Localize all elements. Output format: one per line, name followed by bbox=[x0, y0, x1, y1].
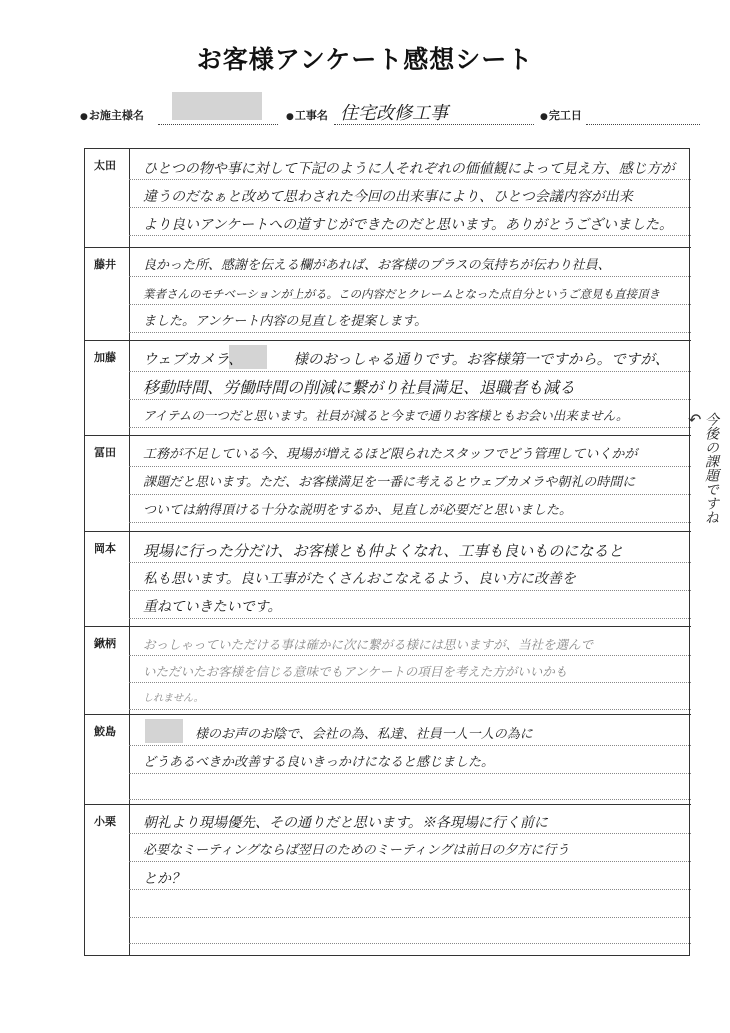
comment-line: どうあるべきか改善する良いきっかけになると感じました。 bbox=[143, 755, 495, 770]
comment-line: 様のお声のお陰で、会社の為、私達、社員一人一人の為に bbox=[143, 727, 533, 742]
comment-section bbox=[85, 804, 691, 957]
completion-label: ● 完工日 bbox=[540, 107, 582, 123]
comment-section bbox=[85, 626, 691, 714]
comment-line: 重ねていきたいです。 bbox=[143, 599, 282, 615]
page-title: お客様アンケート感想シート bbox=[196, 45, 534, 74]
comment-line: 違うのだなぁと改めて思わされた今回の出来事により、ひとつ会議内容が出来 bbox=[143, 189, 633, 205]
reviewer-name: 藤井 bbox=[94, 258, 116, 271]
comment-line: とか？ bbox=[143, 871, 185, 887]
comment-section bbox=[85, 149, 691, 247]
comment-line: ました。アンケート内容の見直しを提案します。 bbox=[143, 314, 428, 329]
construction-value: 住宅改修工事 bbox=[340, 103, 448, 124]
margin-note: 今後の課題ですね bbox=[703, 412, 719, 524]
client-label: ● お施主様名 bbox=[80, 107, 144, 123]
comment-section bbox=[85, 247, 691, 340]
comment-line: 現場に行った分だけ、お客様とも仲よくなれ、工事も良いものになると bbox=[143, 542, 624, 560]
comment-line: 移動時間、労働時間の削減に繋がり社員満足、退職者も減る bbox=[143, 378, 576, 397]
comment-line: 私も思います。良い工事がたくさんおこなえるよう、良い方に改善を bbox=[143, 571, 576, 587]
comment-line: アイテムの一つだと思います。社員が減ると今まで通りお客様ともお会い出来ません。 bbox=[143, 408, 629, 423]
comment-section bbox=[85, 714, 691, 804]
comment-line: おっしゃっていただける事は確かに次に繋がる様には思いますが、当社を選んで bbox=[143, 637, 594, 652]
reviewer-name: 鍬柄 bbox=[94, 637, 116, 650]
construction-label: ● 工事名 bbox=[286, 107, 328, 123]
completion-field bbox=[540, 98, 700, 128]
comment-line: ついては納得頂ける十分な説明をするか、見直しが必要だと思いました。 bbox=[143, 503, 573, 518]
reviewer-name: 小栗 bbox=[94, 815, 116, 828]
comment-line: いただいたお客様を信じる意味でもアンケートの項目を考えた方がいいかも bbox=[143, 664, 568, 679]
comment-table bbox=[84, 148, 690, 956]
comment-line: ウェブカメラ、 様のおっしゃる通りです。お客様第一ですから。ですが、 bbox=[143, 352, 670, 368]
comment-line: 工務が不足している今、現場が増えるほど限られたスタッフでどう管理していくかが bbox=[143, 447, 638, 462]
reviewer-name: 岡本 bbox=[94, 542, 116, 555]
arrow-icon: ↶ bbox=[688, 410, 702, 429]
comment-line: ひとつの物や事に対して下記のように人それぞれの価値観によって見え方、感じ方が bbox=[143, 161, 675, 177]
comment-line: 良かった所、感謝を伝える欄があれば、お客様のプラスの気持ちが伝わり社員、 bbox=[143, 258, 611, 273]
comment-line: より良いアンケートへの道すじができたのだと思います。ありがとうございました。 bbox=[143, 217, 674, 233]
comment-section bbox=[85, 531, 691, 626]
comment-line: 必要なミーティングならば翌日のためのミーティングは前日の夕方に行う bbox=[143, 843, 570, 858]
comment-line: 業者さんのモチベーションが上がる。この内容だとクレームとなった点自分というご意見も直接頂き bbox=[143, 287, 661, 301]
construction-field bbox=[286, 98, 536, 128]
comment-line: しれません。 bbox=[143, 693, 204, 704]
reviewer-name: 冨田 bbox=[94, 446, 116, 459]
comment-section bbox=[85, 340, 691, 435]
reviewer-name: 加藤 bbox=[94, 351, 116, 364]
reviewer-name: 鮫島 bbox=[94, 725, 116, 738]
client-field bbox=[80, 98, 280, 128]
client-name-redaction bbox=[172, 92, 262, 120]
reviewer-name: 太田 bbox=[94, 159, 116, 172]
comment-section bbox=[85, 435, 691, 531]
comment-line: 課題だと思います。ただ、お客様満足を一番に考えるとウェブカメラや朝礼の時間に bbox=[143, 475, 636, 490]
header-row bbox=[80, 98, 700, 128]
comment-line: 朝礼より現場優先、その通りだと思います。※各現場に行く前に bbox=[143, 815, 548, 831]
